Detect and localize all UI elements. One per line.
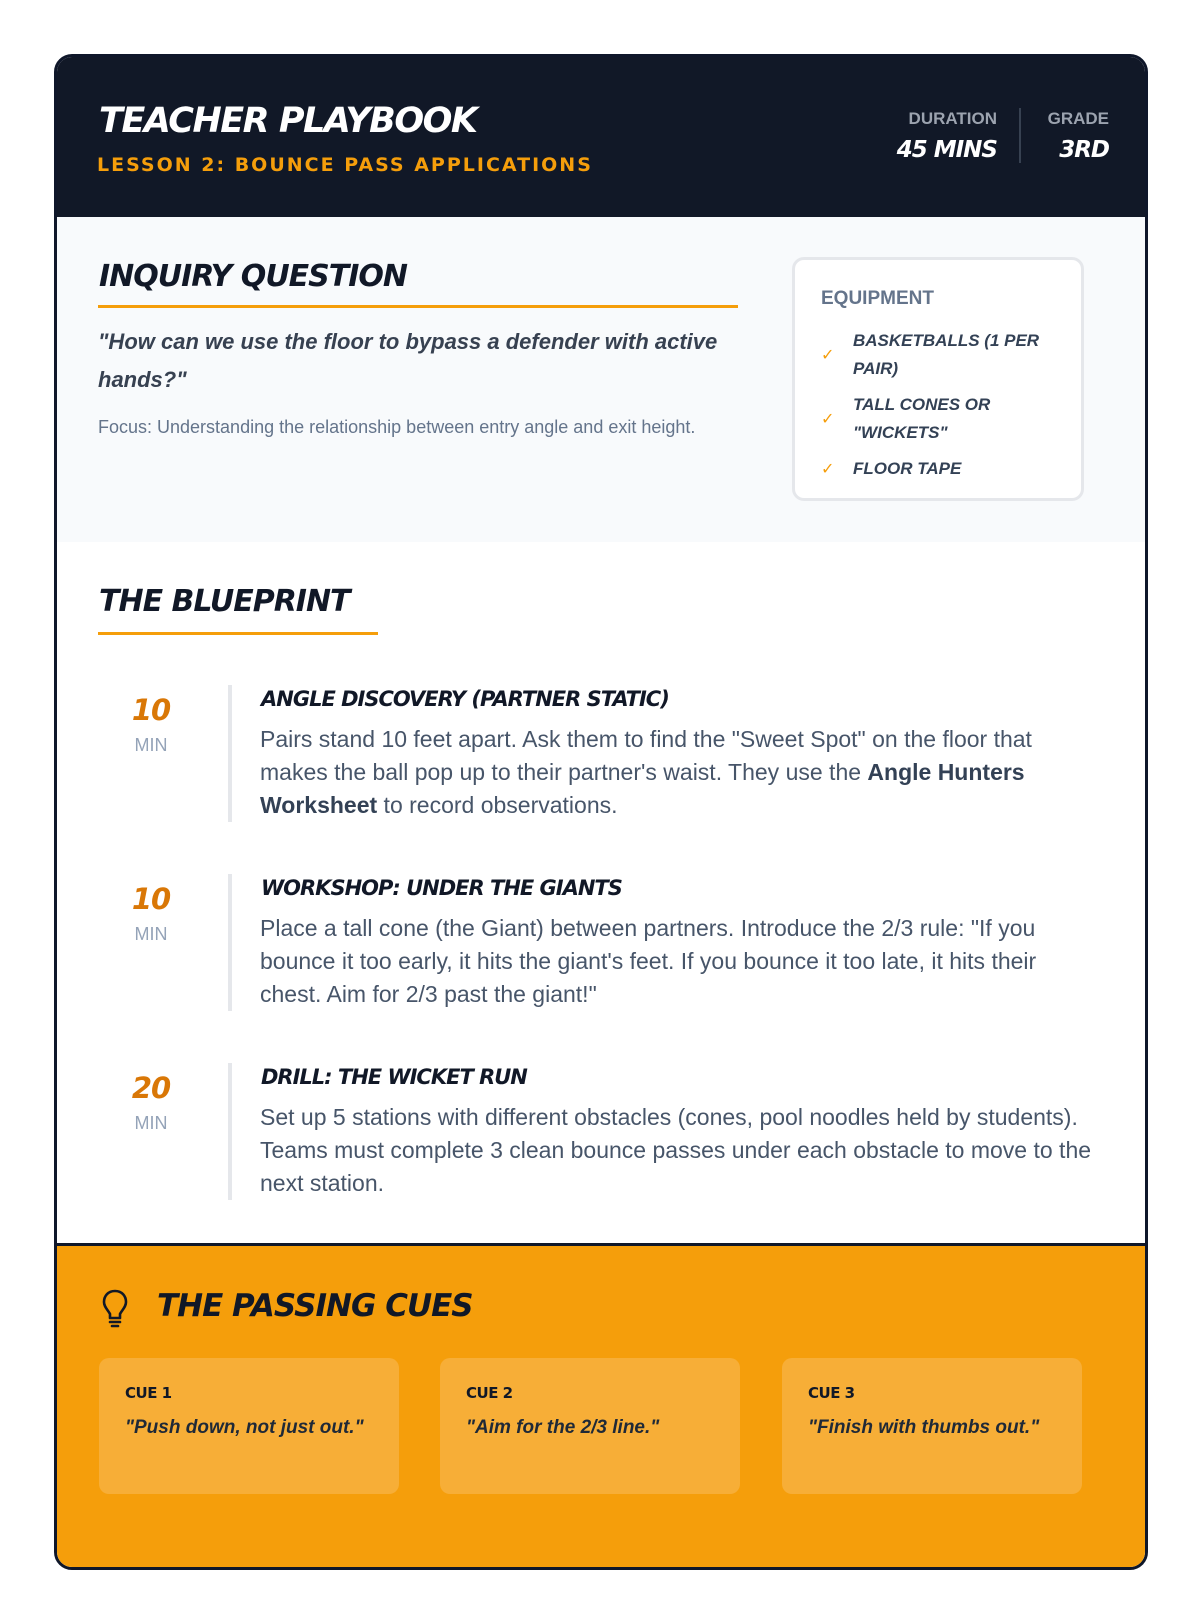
header xyxy=(57,57,1145,217)
duration-label: DURATION xyxy=(908,109,997,128)
lesson-subtitle: LESSON 2: BOUNCE PASS APPLICATIONS xyxy=(97,154,593,176)
step-divider xyxy=(228,1063,232,1200)
step-divider xyxy=(228,685,232,822)
step-duration xyxy=(131,1071,171,1134)
step-title: WORKSHOP: UNDER THE GIANTS xyxy=(261,876,622,900)
cue-text: "Aim for the 2/3 line." xyxy=(466,1417,660,1438)
step-duration xyxy=(131,882,171,945)
grade-meta xyxy=(1048,109,1109,163)
cue-text: "Push down, not just out." xyxy=(125,1417,364,1438)
playbook-card xyxy=(54,54,1148,1570)
cue-card xyxy=(440,1358,740,1494)
step-desc-bold: Angle Hunters Worksheet xyxy=(260,759,1025,818)
inquiry-title-underline xyxy=(98,305,738,308)
cue-label: CUE 1 xyxy=(125,1384,172,1402)
step-title: ANGLE DISCOVERY (PARTNER STATIC) xyxy=(261,687,669,711)
cue-label: CUE 3 xyxy=(808,1384,855,1402)
step-title: DRILL: THE WICKET RUN xyxy=(261,1065,527,1089)
step-description xyxy=(260,723,1092,822)
equipment-item xyxy=(821,391,1071,447)
blueprint-step xyxy=(57,687,1148,833)
duration-value: 45 MINS xyxy=(896,137,997,163)
step-unit: MIN xyxy=(134,735,168,755)
check-icon: ✓ xyxy=(821,411,835,428)
equipment-list xyxy=(821,327,1071,491)
step-minutes: 20 xyxy=(131,1071,171,1105)
step-unit: MIN xyxy=(134,924,168,944)
inquiry-title: INQUIRY QUESTION xyxy=(99,259,408,294)
duration-meta xyxy=(897,109,997,163)
blueprint-step xyxy=(57,1065,1148,1211)
equipment-item xyxy=(821,327,1071,383)
equipment-box xyxy=(792,257,1084,501)
check-icon: ✓ xyxy=(821,347,835,364)
check-icon: ✓ xyxy=(821,461,835,478)
step-desc-text: Pairs stand 10 feet apart. Ask them to find the "Sweet Spot" on the floor that makes the ball pop up to their partner's waist. They use the xyxy=(260,726,1032,785)
page-title: TEACHER PLAYBOOK xyxy=(99,101,477,141)
inquiry-focus: Focus: Understanding the relationship between entry angle and exit height. xyxy=(98,417,696,437)
meta-divider xyxy=(1019,108,1021,163)
cue-label: CUE 2 xyxy=(466,1384,513,1402)
inquiry-section xyxy=(57,217,1145,542)
step-duration xyxy=(131,693,171,756)
equipment-item-text: TALL CONES OR "WICKETS" xyxy=(853,395,991,442)
blueprint-title: THE BLUEPRINT xyxy=(99,584,350,619)
step-description: Place a tall cone (the Giant) between partners. Introduce the 2/3 rule: "If you bounce it too early, it hits the giant's feet. If you bounce it too late, it hits their chest. Aim for 2/3 past the giant!" xyxy=(260,915,1037,1007)
cue-text: "Finish with thumbs out." xyxy=(808,1417,1040,1438)
equipment-item-text: FLOOR TAPE xyxy=(853,459,962,478)
step-description: Set up 5 stations with different obstacles (cones, pool noodles held by students). Teams must complete 3 clean bounce passes under each obstacle to move to the next station. xyxy=(260,1104,1092,1196)
step-minutes: 10 xyxy=(131,693,171,727)
step-unit: MIN xyxy=(134,1113,168,1133)
lightbulb-icon xyxy=(101,1288,129,1330)
passing-cues-section xyxy=(57,1243,1148,1570)
equipment-label: EQUIPMENT xyxy=(821,288,934,309)
grade-label: GRADE xyxy=(1047,109,1109,128)
cue-card xyxy=(99,1358,399,1494)
grade-value: 3RD xyxy=(1059,137,1109,163)
step-desc-text: to record observations. xyxy=(377,792,618,818)
inquiry-question: "How can we use the floor to bypass a defender with active hands?" xyxy=(98,329,718,392)
cue-card xyxy=(782,1358,1082,1494)
blueprint-step xyxy=(57,876,1148,1022)
blueprint-title-underline xyxy=(98,632,378,635)
equipment-item-text: BASKETBALLS (1 PER PAIR) xyxy=(853,331,1040,378)
step-minutes: 10 xyxy=(131,882,171,916)
equipment-item xyxy=(821,455,1071,483)
step-divider xyxy=(228,874,232,1011)
cues-title: THE PASSING CUES xyxy=(157,1288,473,1324)
